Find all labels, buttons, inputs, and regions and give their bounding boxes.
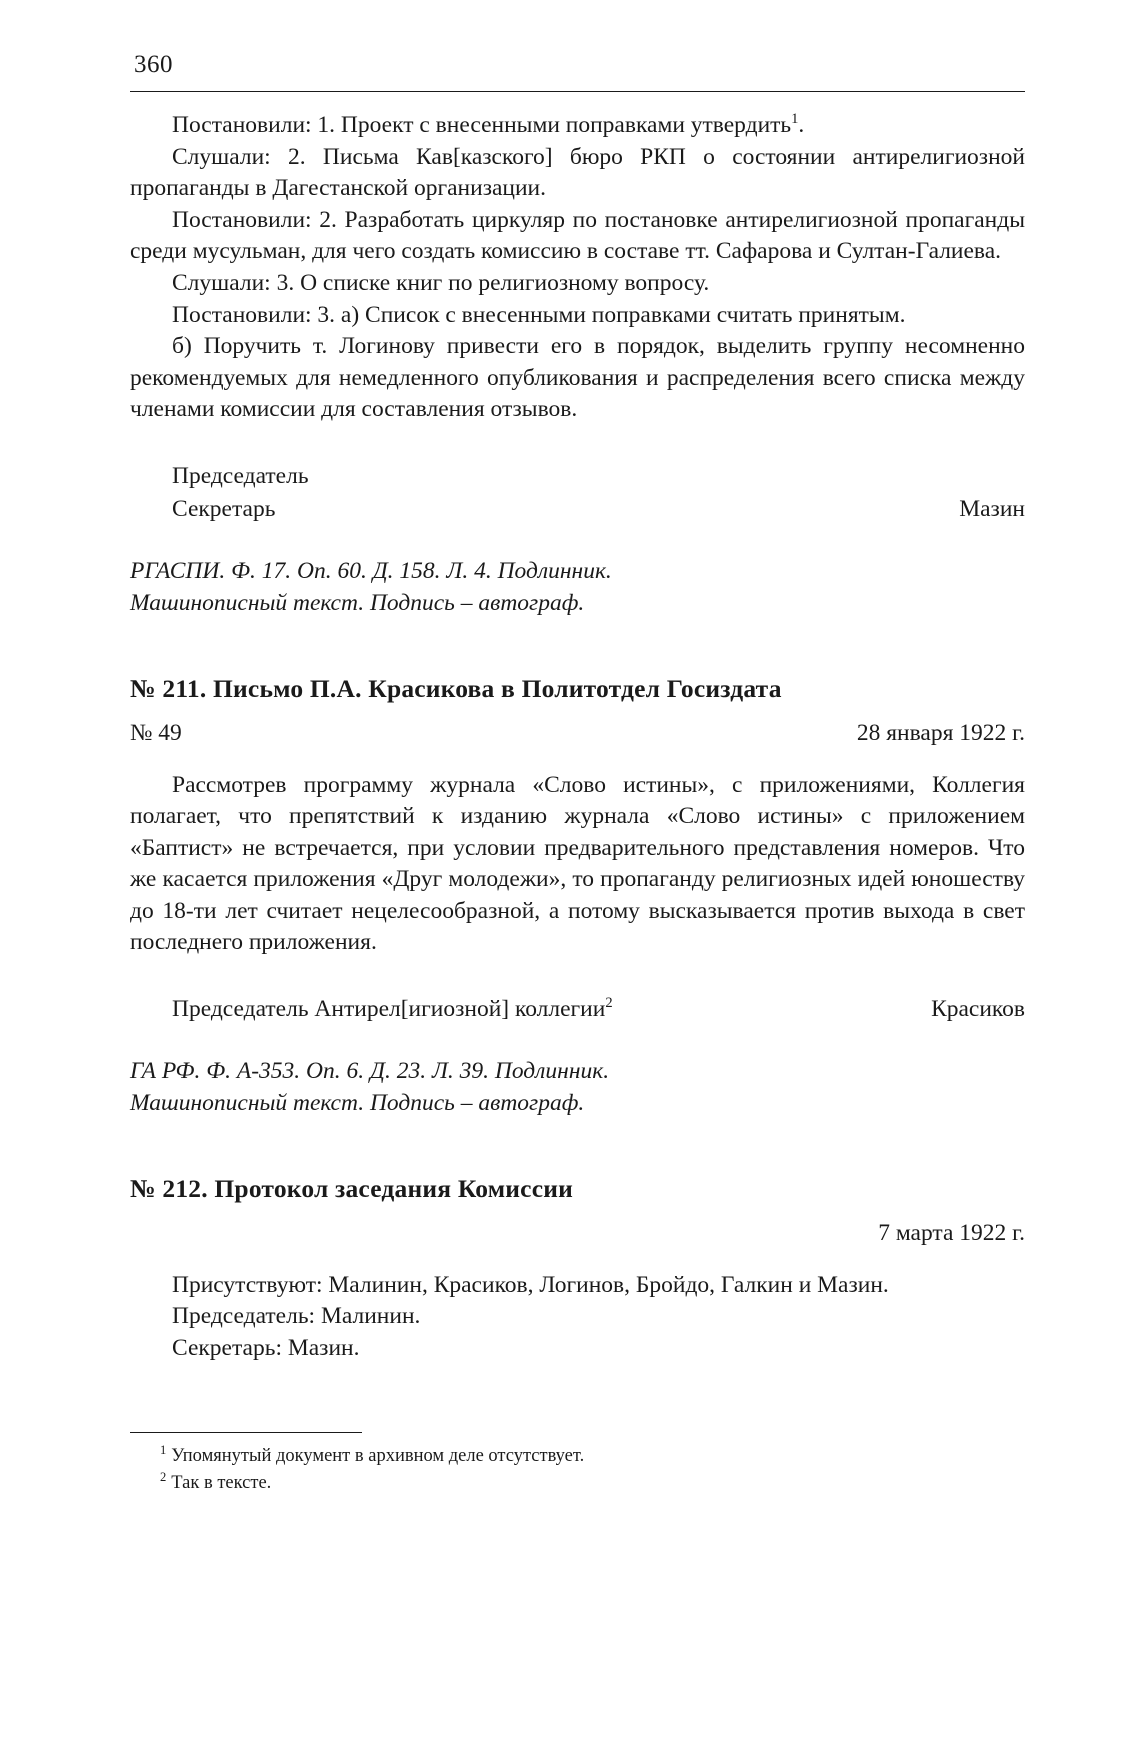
footnote-ref-1[interactable]: 1: [791, 111, 799, 128]
archive-211-line-2: Машинописный текст. Подпись – автограф.: [130, 1089, 585, 1116]
signature-name-211: Красиков: [931, 996, 1025, 1023]
paragraph-resolved-1-text: Постановили: 1. Проект с внесенными поправками утвердить: [172, 112, 792, 138]
document-meta-212: [130, 1218, 1025, 1250]
signature-label-211: [130, 993, 613, 1026]
secretary-name: Мазин: [959, 495, 1025, 522]
footnote-divider: [130, 1432, 362, 1433]
footnote-1-text: Упомянутый документ в архивном деле отсутствует.: [171, 1446, 585, 1467]
footnote-1: [130, 1443, 1025, 1469]
document-body-211-text: Рассмотрев программу журнала «Слово истины», с приложениями, Коллегия полагает, что препятствий к изданию журнала «Слово истины» с приложением «Баптист» не встречается, при условии предварительного представления номеров. Что же касается приложения «Друг молодежи», то пропаганду религиозных идей юношеству до 18-ти лет считает нецелесообразной, а потому высказывается против выхода в свет последнего приложения.: [130, 771, 1025, 956]
footnote-2: [130, 1470, 1025, 1496]
paragraph-resolved-3a: Постановили: 3. а) Список с внесенными поправками считать принятым.: [172, 301, 906, 328]
paragraph-heard-3: Слушали: 3. О списке книг по религиозному вопросу.: [172, 269, 710, 296]
archive-line-2: Машинописный текст. Подпись – автограф.: [130, 589, 585, 616]
signature-row-chairman: [130, 460, 1025, 493]
footnote-2-marker: 2: [160, 1469, 167, 1484]
chairman-label: Председатель: [172, 462, 309, 489]
footnote-ref-2[interactable]: 2: [605, 995, 613, 1012]
archive-line-1: РГАСПИ. Ф. 17. Оп. 60. Д. 158. Л. 4. Подлинник.: [130, 557, 612, 584]
signature-block-211: [130, 993, 1025, 1026]
paragraph-resolved-1-tail: .: [798, 112, 805, 138]
paragraph-resolved-1: [130, 110, 1025, 142]
document-body-211: [130, 770, 1025, 960]
document-date-211: 28 января 1922 г.: [856, 719, 1025, 746]
document-body-212: [130, 1270, 1025, 1365]
paragraph-resolved-2: Постановили: 2. Разработать циркуляр по постановке антирелигиозной пропаганды среди мусульман, для чего создать комиссию в составе тт. Сафарова и Султан-Галиева.: [130, 206, 1025, 265]
document-meta-211: [130, 718, 1025, 750]
paragraph-resolved-3b: б) Поручить т. Логинову привести его в порядок, выделить группу несомненно рекомендуемых для немедленного опубликования и распределения всего списка между членами комиссии для составления отзывов.: [130, 333, 1025, 423]
attendees-line: Присутствуют: Малинин, Красиков, Логинов, Бройдо, Галкин и Мазин.: [172, 1271, 889, 1298]
footnote-2-text: Так в тексте.: [171, 1472, 272, 1493]
document-title-211: № 211. Письмо П.А. Красикова в Политотдел Госиздата: [130, 673, 782, 703]
archive-reference-211: [130, 1056, 1025, 1120]
page-number: 360: [134, 51, 173, 78]
document-title-212: № 212. Протокол заседания Комиссии: [130, 1173, 574, 1203]
archive-reference-protocol: [130, 556, 1025, 620]
secretary-line-212: Секретарь: Мазин.: [172, 1334, 360, 1361]
chairman-line-212: Председатель: Малинин.: [172, 1303, 421, 1330]
header-divider: [130, 91, 1025, 92]
secretary-label: Секретарь: [172, 495, 276, 522]
signature-row-secretary: [130, 493, 1025, 526]
footnote-1-marker: 1: [160, 1443, 167, 1458]
document-number-211: № 49: [130, 719, 182, 746]
document-date-212: 7 марта 1922 г.: [878, 1220, 1025, 1247]
signature-label-211-text: Председатель Антирел[игиозной] коллегии: [172, 996, 606, 1023]
signature-row-211: [130, 993, 1025, 1026]
archive-211-line-1: ГА РФ. Ф. А-353. Оп. 6. Д. 23. Л. 39. Подлинник.: [130, 1057, 610, 1084]
paragraph-heard-2: Слушали: 2. Письма Кав[казского] бюро РКП о состоянии антирелигиозной пропаганды в Дагестанской организации.: [130, 143, 1025, 202]
page-body: [130, 110, 1025, 1365]
footnotes-area: [130, 1432, 1025, 1496]
signature-block-protocol: [130, 460, 1025, 526]
